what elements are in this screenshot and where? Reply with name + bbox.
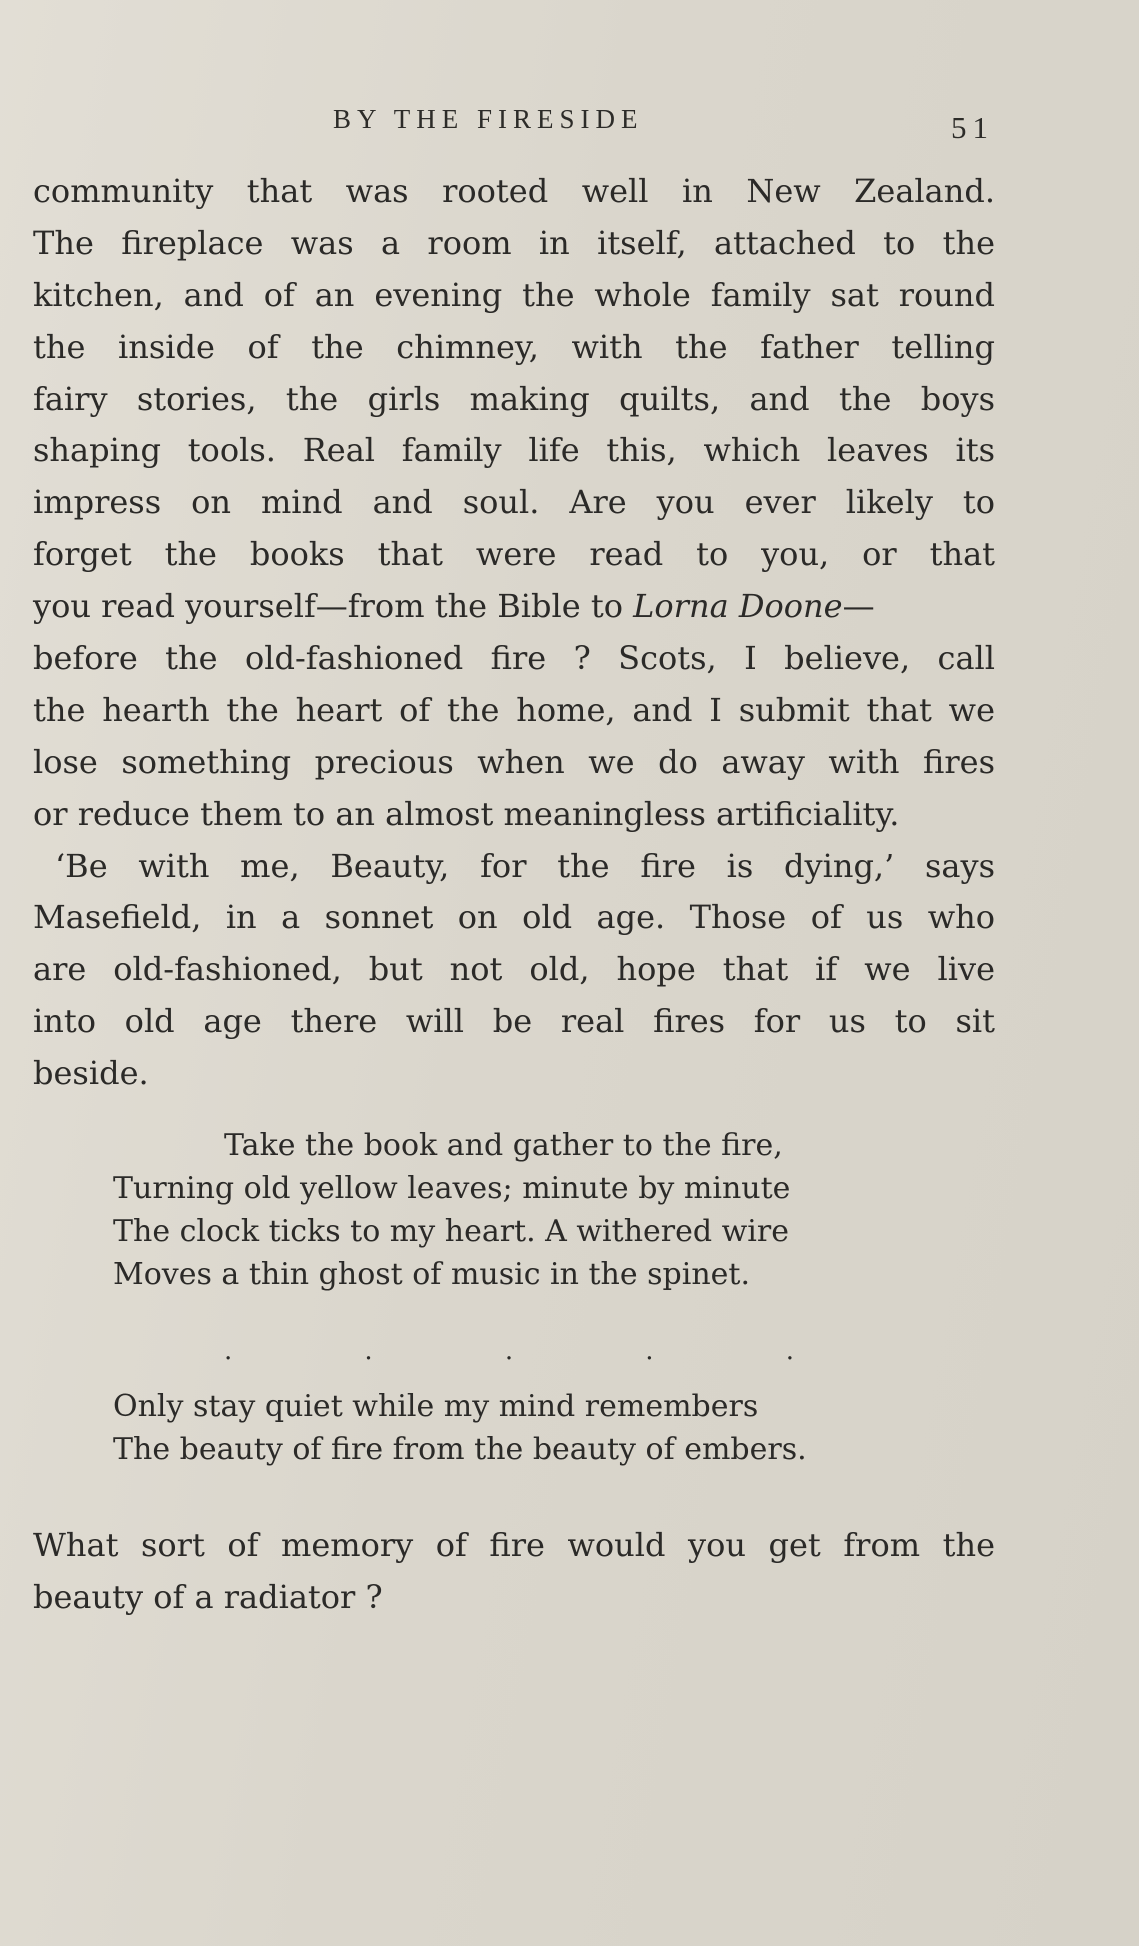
text-line: the inside of the chimney, with the father telling xyxy=(33,327,995,366)
book-title: Lorna Doone xyxy=(633,587,843,626)
text-line: kitchen, and of an evening the whole family sat round xyxy=(33,275,995,314)
ellipsis-dot: . xyxy=(645,1336,654,1366)
em-dash: — xyxy=(842,587,875,626)
text-line: into old age there will be real fires for us to sit xyxy=(33,1002,995,1041)
text-line: the hearth the heart of the home, and I submit that we xyxy=(33,690,995,729)
text-line: or reduce them to an almost meaningless artificiality. xyxy=(33,794,900,833)
poem-line: Take the book and gather to the fire, xyxy=(224,1128,783,1163)
text-line: Masefield, in a sonnet on old age. Those of us who xyxy=(33,898,995,937)
paragraph-2 xyxy=(33,841,995,1100)
running-head xyxy=(0,104,1139,144)
body-text xyxy=(33,166,995,1100)
ellipsis-dot: . xyxy=(224,1336,233,1366)
text-line: beauty of a radiator ? xyxy=(33,1577,383,1616)
poem-stanza-2 xyxy=(113,1385,933,1471)
closing-paragraph xyxy=(33,1520,995,1624)
text-fragment: you read yourself—from the Bible to xyxy=(33,587,623,626)
text-line: ‘Be with me, Beauty, for the fire is dying,’ says xyxy=(55,846,995,885)
poem-line: The clock ticks to my heart. A withered wire xyxy=(113,1214,789,1249)
poem-line: Turning old yellow leaves; minute by minute xyxy=(113,1171,791,1206)
text-line: are old-fashioned, but not old, hope that if we live xyxy=(33,950,995,989)
text-line: forget the books that were read to you, or that xyxy=(33,535,995,574)
paragraph-1 xyxy=(33,166,995,841)
poem-stanza-1 xyxy=(113,1124,933,1296)
poem-line: Only stay quiet while my mind remembers xyxy=(113,1389,759,1424)
ellipsis-dot: . xyxy=(785,1336,794,1366)
text-line: lose something precious when we do away with fires xyxy=(33,742,995,781)
poem-line: Moves a thin ghost of music in the spinet. xyxy=(113,1257,751,1292)
text-line: beside. xyxy=(33,1054,149,1093)
ellipsis-dot: . xyxy=(364,1336,373,1366)
ellipsis-dot: . xyxy=(504,1336,514,1366)
text-line: shaping tools. Real family life this, which leaves its xyxy=(33,431,995,470)
text-line: community that was rooted well in New Zealand. xyxy=(33,172,995,210)
page-number: 51 xyxy=(951,110,994,145)
text-line: impress on mind and soul. Are you ever likely to xyxy=(33,483,995,522)
text-line: fairy stories, the girls making quilts, and the boys xyxy=(33,379,995,418)
stanza-break-dots xyxy=(224,1336,794,1366)
text-line: before the old-fashioned fire ? Scots, I believe, call xyxy=(33,639,995,678)
running-title: BY THE FIRESIDE xyxy=(333,104,644,134)
poem-line: The beauty of fire from the beauty of embers. xyxy=(113,1432,807,1467)
text-line-with-title xyxy=(33,581,995,633)
text-line: The fireplace was a room in itself, attached to the xyxy=(33,223,995,262)
text-line: What sort of memory of fire would you get from the xyxy=(33,1526,995,1564)
